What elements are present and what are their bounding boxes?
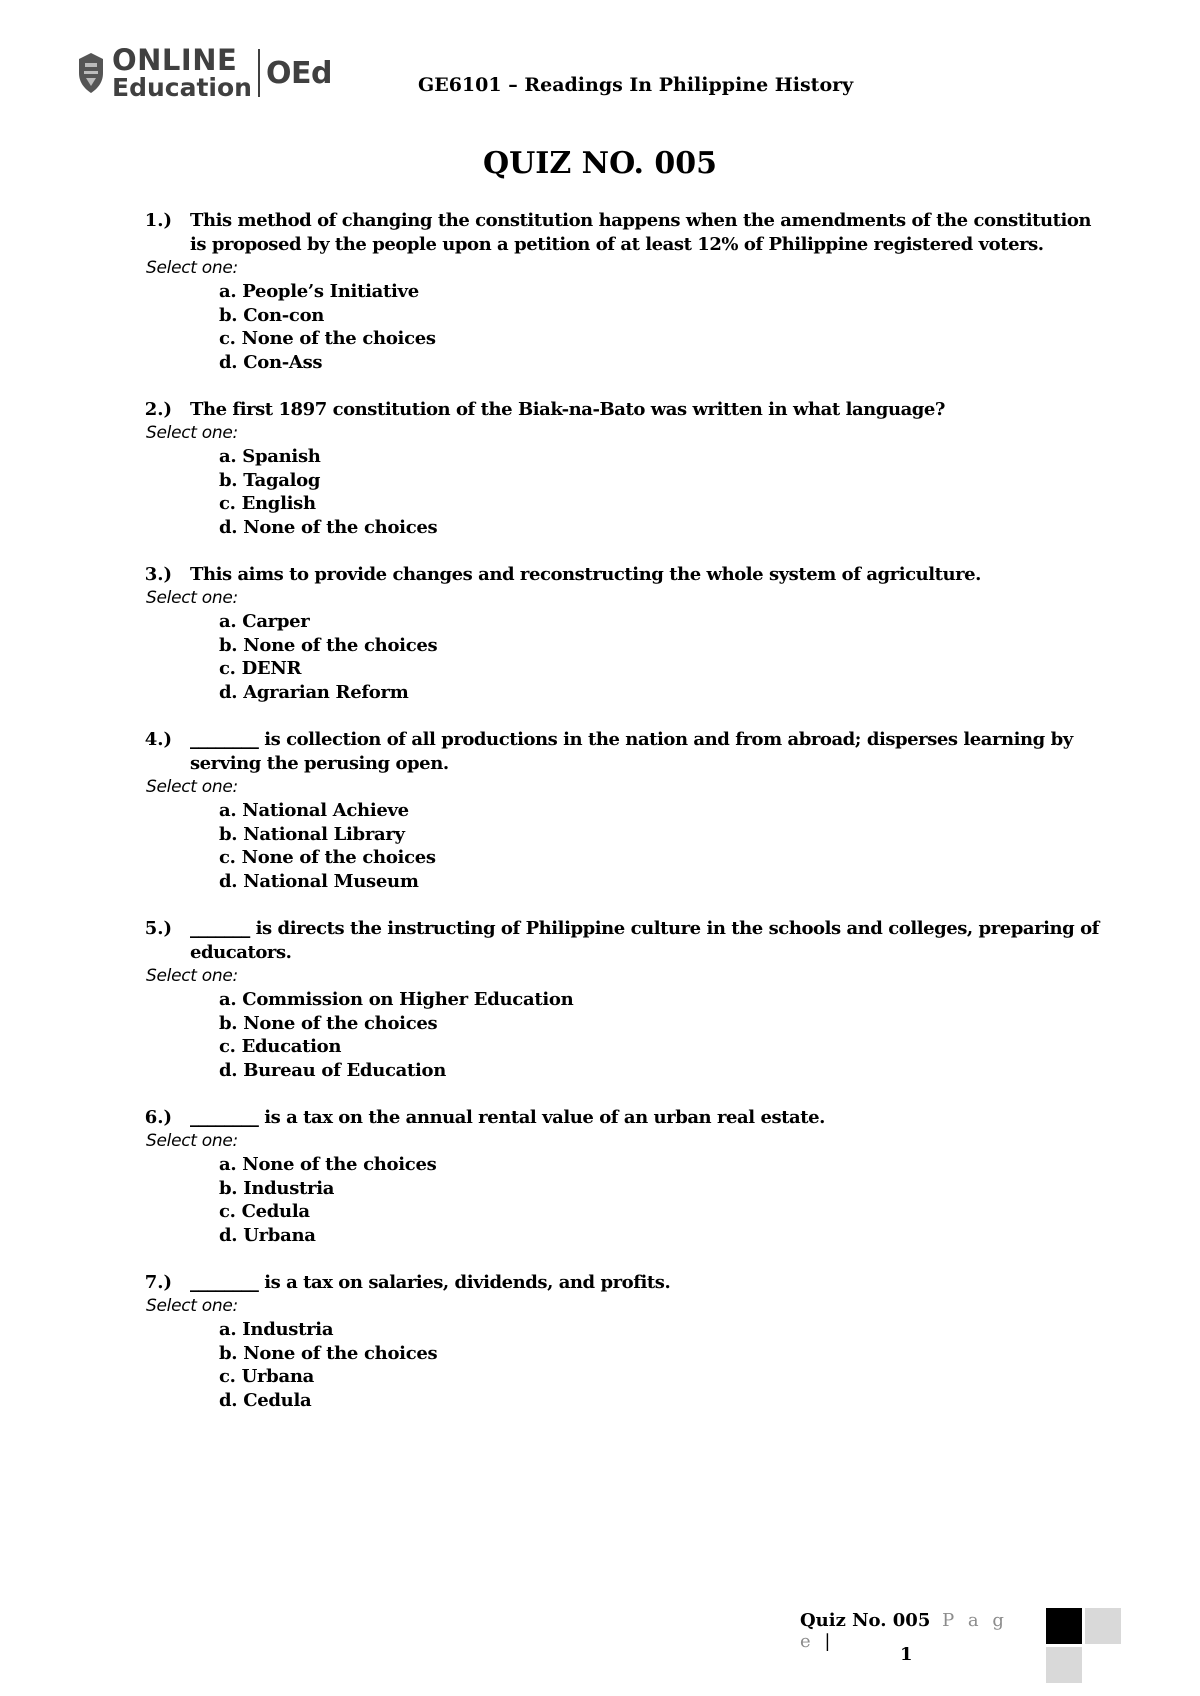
answer-option[interactable]: d. Con-Ass <box>219 351 323 373</box>
answer-options <box>0 1318 1200 1412</box>
answer-options <box>0 280 1200 374</box>
question-text: ________ is a tax on the annual rental value of an urban real estate. <box>190 1107 825 1128</box>
footer-quiz-label: Quiz No. 005 <box>800 1610 931 1631</box>
question-7 <box>0 1271 1200 1412</box>
question-text: The first 1897 constitution of the Biak-na-Bato was written in what language? <box>190 399 946 420</box>
answer-option[interactable]: c. Cedula <box>219 1201 310 1222</box>
question-4 <box>0 728 1200 893</box>
select-one-label: Select one: <box>146 258 238 278</box>
select-one-label: Select one: <box>146 588 238 608</box>
answer-options <box>0 799 1200 893</box>
question-text: ________ is collection of all productions in the nation and from abroad; disperses learning by serving the perusing open. <box>190 729 1073 774</box>
footer-decor-square-grey <box>1046 1647 1082 1683</box>
answer-option[interactable]: a. Industria <box>219 1319 334 1340</box>
question-2 <box>0 398 1200 539</box>
answer-option[interactable]: c. None of the choices <box>219 328 436 349</box>
question-text: ________ is a tax on salaries, dividends, and profits. <box>190 1272 671 1293</box>
answer-option[interactable]: b. None of the choices <box>219 1342 438 1364</box>
answer-options <box>0 988 1200 1082</box>
answer-option[interactable]: c. None of the choices <box>219 847 436 868</box>
online-education-logo <box>76 44 332 102</box>
select-one-label: Select one: <box>146 423 238 443</box>
answer-option[interactable]: a. National Achieve <box>219 800 409 821</box>
question-number: 3.) <box>144 564 172 585</box>
answer-options <box>0 610 1200 704</box>
question-5 <box>0 917 1200 1082</box>
answer-option[interactable]: d. Agrarian Reform <box>219 681 409 703</box>
answer-options <box>0 445 1200 539</box>
answer-options <box>0 1153 1200 1247</box>
footer-page-word: P a g e <box>800 1610 1008 1652</box>
footer-separator: | <box>824 1631 831 1652</box>
answer-option[interactable]: c. Urbana <box>219 1366 314 1387</box>
page-title: QUIZ NO. 005 <box>483 146 717 181</box>
answer-option[interactable]: a. People’s Initiative <box>219 281 419 302</box>
answer-option[interactable]: a. None of the choices <box>219 1154 437 1175</box>
question-list <box>0 209 1200 1436</box>
footer-decor-square-black <box>1046 1608 1082 1644</box>
question-text: This method of changing the constitution happens when the amendments of the constitution is proposed by the people upon a petition of at least 12% of Philippine registered voters. <box>190 210 1092 255</box>
answer-option[interactable]: a. Commission on Higher Education <box>219 989 574 1010</box>
select-one-label: Select one: <box>146 1296 238 1316</box>
logo-line2: Education <box>112 73 252 102</box>
answer-option[interactable]: d. Bureau of Education <box>219 1059 447 1081</box>
answer-option[interactable]: b. None of the choices <box>219 1012 438 1034</box>
page-footer <box>800 1610 1030 1665</box>
question-number: 5.) <box>144 918 172 939</box>
answer-option[interactable]: a. Carper <box>219 611 310 632</box>
footer-page-number: 1 <box>900 1644 913 1665</box>
answer-option[interactable]: b. Tagalog <box>219 469 321 491</box>
answer-option[interactable]: d. National Museum <box>219 870 419 892</box>
footer-decor-square-grey <box>1085 1608 1121 1644</box>
question-number: 4.) <box>144 729 172 750</box>
answer-option[interactable]: d. Cedula <box>219 1389 312 1411</box>
answer-option[interactable]: a. Spanish <box>219 446 321 467</box>
select-one-label: Select one: <box>146 966 238 986</box>
select-one-label: Select one: <box>146 777 238 797</box>
logo-line1: ONLINE <box>112 43 238 77</box>
question-number: 7.) <box>144 1272 172 1293</box>
answer-option[interactable]: d. None of the choices <box>219 516 438 538</box>
logo-divider <box>258 49 260 97</box>
question-number: 6.) <box>144 1107 172 1128</box>
shield-crest-icon <box>76 51 106 95</box>
answer-option[interactable]: b. None of the choices <box>219 634 438 656</box>
question-text: _______ is directs the instructing of Philippine culture in the schools and colleges, preparing of educators. <box>190 918 1099 963</box>
answer-option[interactable]: d. Urbana <box>219 1224 316 1246</box>
question-text: This aims to provide changes and reconstructing the whole system of agriculture. <box>190 564 981 585</box>
answer-option[interactable]: c. Education <box>219 1036 342 1057</box>
question-3 <box>0 563 1200 704</box>
answer-option[interactable]: b. National Library <box>219 823 405 845</box>
question-1 <box>0 209 1200 374</box>
question-6 <box>0 1106 1200 1247</box>
question-number: 1.) <box>144 210 172 231</box>
answer-option[interactable]: c. English <box>219 493 316 514</box>
question-number: 2.) <box>144 399 172 420</box>
answer-option[interactable]: b. Con-con <box>219 304 325 326</box>
answer-option[interactable]: c. DENR <box>219 658 302 679</box>
logo-wordmark <box>112 43 252 102</box>
select-one-label: Select one: <box>146 1131 238 1151</box>
course-title: GE6101 – Readings In Philippine History <box>418 74 854 96</box>
logo-oed: OEd <box>265 55 332 91</box>
answer-option[interactable]: b. Industria <box>219 1177 335 1199</box>
